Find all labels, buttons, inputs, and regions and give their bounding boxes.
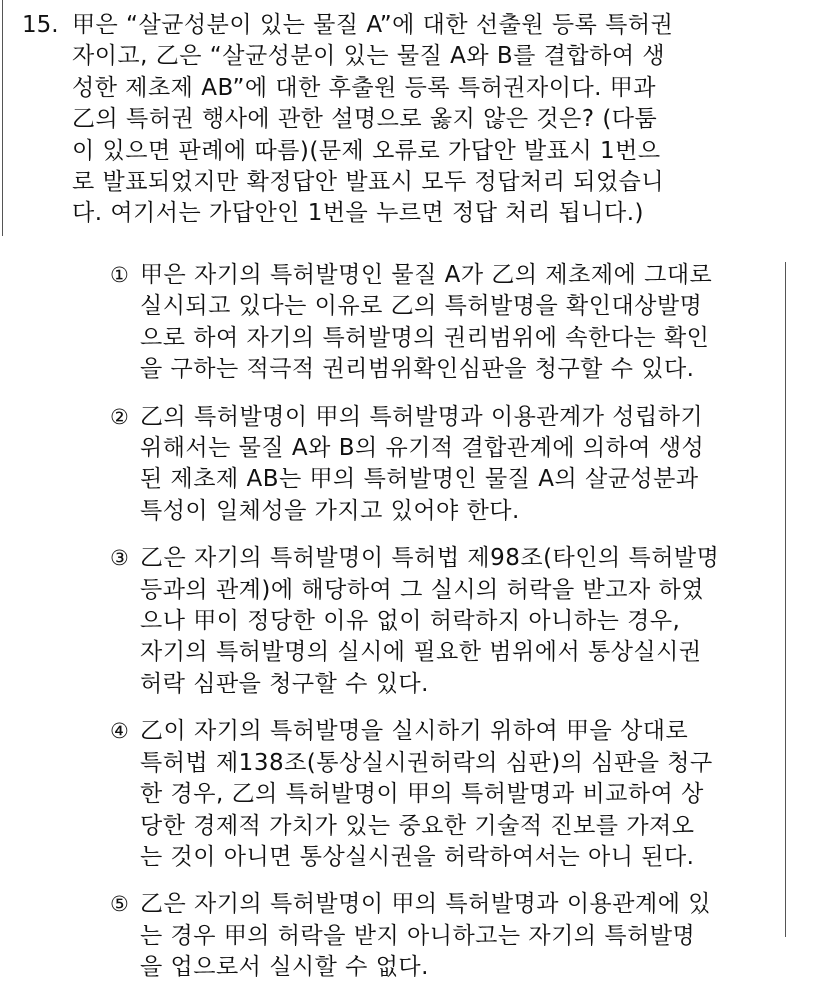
answer-option-2[interactable] [110,402,790,528]
option-line: 으로 하여 자기의 특허발명의 권리범위에 속한다는 확인 [140,324,710,351]
option-line: 등과의 관계)에 해당하여 그 실시의 허락을 받고자 하였 [140,576,704,603]
option-line: 乙이 자기의 특허발명을 실시하기 위하여 甲을 상대로 [140,718,689,745]
option-line: 乙은 자기의 특허발명이 특허법 제98조(타인의 특허발명 [140,545,720,572]
question-line: 로 발표되었지만 확정답안 발표시 모두 정답처리 되었습니 [72,169,665,196]
option-line: 위해서는 물질 A와 B의 유기적 결합관계에 의하여 생성 [140,435,705,462]
question-number: 15. [22,12,59,38]
option-line: 한 경우, 乙의 특허발명이 甲의 특허발명과 비교하여 상 [140,781,704,808]
question-line: 성한 제초제 AB”에 대한 후출원 등록 특허권자이다. 甲과 [72,74,657,101]
question-line: 이 있으면 판례에 따름)(문제 오류로 가답안 발표시 1번으 [72,137,661,164]
option-line: 실시되고 있다는 이유로 乙의 특허발명을 확인대상발명 [140,293,703,320]
answer-option-5[interactable] [110,889,790,983]
option-line: 자기의 특허발명의 실시에 필요한 범위에서 통상실시권 [140,639,702,666]
question-border [2,0,3,236]
answer-option-4[interactable] [110,716,790,873]
option-line: 乙의 특허발명이 甲의 특허발명과 이용관계가 성립하기 [140,403,704,430]
option-number: ③ [110,546,129,571]
option-line: 으나 甲이 정당한 이유 없이 허락하지 아니하는 경우, [140,608,681,635]
option-number: ② [110,404,129,429]
answer-option-3[interactable] [110,543,790,700]
question-line: 자이고, 乙은 “살균성분이 있는 물질 A와 B를 결합하여 생 [72,43,666,70]
option-number: ④ [110,719,129,744]
option-line: 특허법 제138조(통상실시권허락의 심판)의 심판을 청구 [140,749,713,776]
answer-option-1[interactable] [110,260,790,386]
option-line: 을 구하는 적극적 권리범위확인심판을 청구할 수 있다. [140,356,695,383]
question-stem [22,10,782,230]
option-line: 당한 경제적 가치가 있는 중요한 기술적 진보를 가져오 [140,812,695,839]
option-number: ⑤ [110,892,129,917]
option-line: 乙은 자기의 특허발명이 甲의 특허발명과 이용관계에 있 [140,891,711,918]
option-line: 을 업으로서 실시할 수 없다. [140,954,429,981]
question-line: 甲은 “살균성분이 있는 물질 A”에 대한 선출원 등록 특허권 [72,12,674,38]
question-line: 다. 여기서는 가답안인 1번을 누르면 정답 처리 됩니다.) [72,200,644,227]
question-line: 乙의 특허권 행사에 관한 설명으로 옳지 않은 것은? (다툼 [72,106,658,133]
option-line: 된 제초제 AB는 甲의 특허발명인 물질 A의 살균성분과 [140,466,699,493]
option-number: ① [110,263,129,287]
answer-options [110,260,790,1000]
option-line: 는 것이 아니면 통상실시권을 허락하여서는 아니 된다. [140,843,695,870]
option-line: 특성이 일체성을 가지고 있어야 한다. [140,497,520,524]
option-line: 는 경우 甲의 허락을 받지 아니하고는 자기의 특허발명 [140,922,696,949]
option-line: 허락 심판을 청구할 수 있다. [140,670,429,697]
option-line: 甲은 자기의 특허발명인 물질 A가 乙의 제초제에 그대로 [140,262,713,288]
